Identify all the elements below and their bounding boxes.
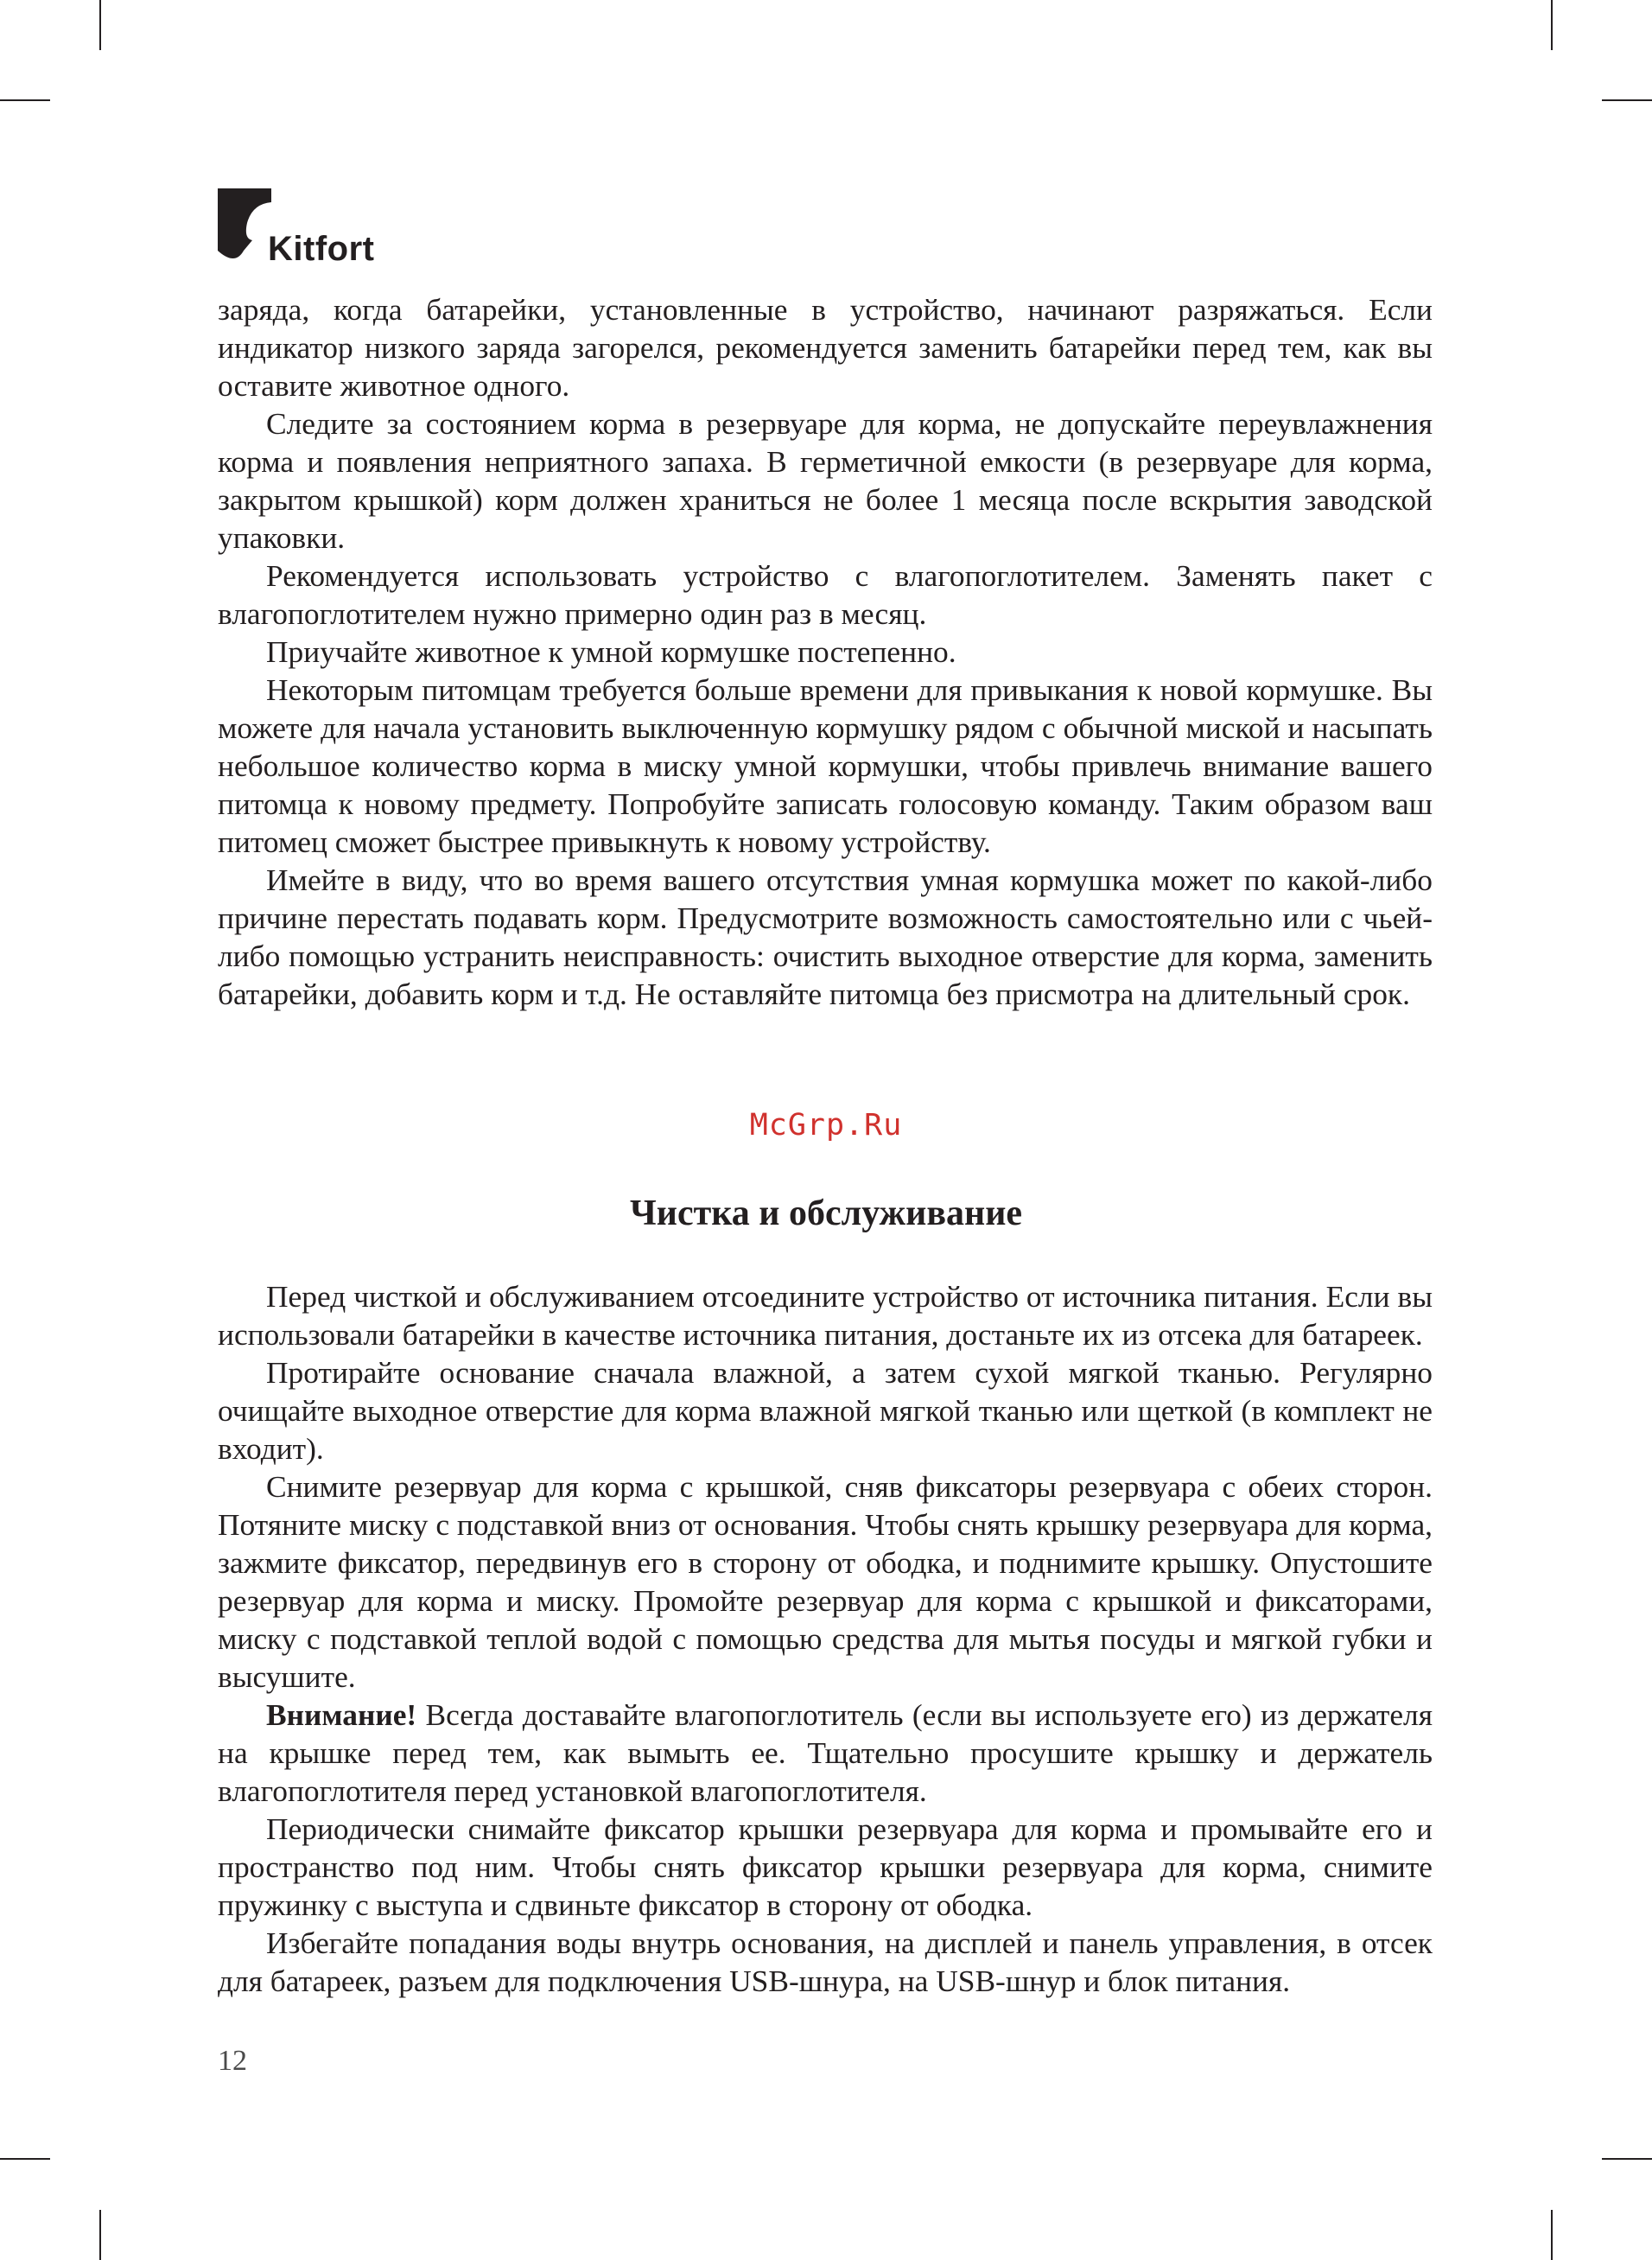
crop-mark <box>0 2158 50 2160</box>
paragraph: Рекомендуется использовать устройство с влагопоглотителем. Заменять пакет с влагопоглотителем нужно примерно один раз в месяц. <box>218 558 1433 631</box>
paragraph: Имейте в виду, что во время вашего отсутствия умная кормушка может по какой-либо причине перестать подавать корм. Предусмотрите возможность самостоятельно или с чьей-либо помощью устранить неисправность: очистить выходное отверстие для корма, заменить батарейки, добавить корм и т.д. Не оставляйте питомца без присмотра на длительный срок. <box>218 863 1433 1011</box>
paragraph: Протирайте основание сначала влажной, а затем сухой мягкой тканью. Регулярно очищайте выходное отверстие для корма влажной мягкой тканью или щеткой (в комплект не входит). <box>218 1355 1433 1466</box>
section-title: Чистка и обслуживание <box>629 1194 1023 1233</box>
brand-name: Kitfort <box>268 230 375 268</box>
kitfort-logo-icon <box>218 188 271 268</box>
crop-mark <box>0 99 50 101</box>
paragraph: заряда, когда батарейки, установленные в устройство, начинают разряжаться. Если индикатор низкого заряда загорелся, рекомендуется заменить батарейки перед тем, как вы оставите животное одного. <box>218 292 1433 403</box>
warning-text: Всегда доставайте влагопоглотитель (если вы используете его) из держателя на крышке перед тем, как вымыть ее. Тщательно просушите крышку и держатель влагопоглотителя перед установкой влагопоглотителя. <box>218 1697 1433 1808</box>
crop-mark <box>99 2210 101 2260</box>
paragraph: Следите за состоянием корма в резервуаре для корма, не допускайте переувлажнения корма и появления неприятного запаха. В герметичной емкости (в резервуаре для корма, закрытом крышкой) корм должен храниться не более 1 месяца после вскрытия заводской упаковки. <box>218 406 1433 555</box>
crop-mark <box>1602 2158 1652 2160</box>
warning-paragraph <box>218 1696 1433 1810</box>
page-number: 12 <box>218 2045 247 2077</box>
paragraph: Приучайте животное к умной кормушке постепенно. <box>266 634 956 669</box>
paragraph: Снимите резервуар для корма с крышкой, сняв фиксаторы резервуара с обеих сторон. Потяните миску с подставкой вниз от основания. Чтобы снять крышку резервуара для корма, зажмите фиксатор, передвинув его в сторону от ободка, и поднимите крышку. Опустошите резервуар для корма и миску. Промойте резервуар для корма с крышкой и фиксаторами, миску с подставкой теплой водой с помощью средства для мытья посуды и мягкой губки и высушите. <box>218 1469 1433 1694</box>
crop-mark <box>1551 0 1553 50</box>
warning-label: Внимание! <box>266 1697 417 1732</box>
cleaning-text-block <box>218 1277 1433 2000</box>
paragraph: Периодически снимайте фиксатор крышки резервуара для корма и промывайте его и пространство под ним. Чтобы снять фиксатор крышки резервуара для корма, снимите пружинку с выступа и сдвиньте фиксатор в сторону от ободка. <box>218 1811 1433 1922</box>
paragraph: Перед чисткой и обслуживанием отсоедините устройство от источника питания. Если вы использовали батарейки в качестве источника питания, достаньте их из отсека для батареек. <box>218 1279 1433 1352</box>
crop-mark <box>1551 2210 1553 2260</box>
brand-logo <box>218 188 391 275</box>
intro-text-block <box>218 290 1433 1013</box>
crop-mark <box>99 0 101 50</box>
paragraph: Некоторым питомцам требуется больше времени для привыкания к новой кормушке. Вы можете для начала установить выключенную кормушку рядом с обычной миской и насыпать небольшое количество корма в миску умной кормушки, чтобы привлечь внимание вашего питомца к новому предмету. Попробуйте записать голосовую команду. Таким образом ваш питомец сможет быстрее привыкнуть к новому устройству. <box>218 672 1433 859</box>
watermark: McGrp.Ru <box>749 1108 903 1143</box>
paragraph: Избегайте попадания воды внутрь основания, на дисплей и панель управления, в отсек для батареек, разъем для подключения USB-шнура, на USB-шнур и блок питания. <box>218 1926 1433 1998</box>
crop-mark <box>1602 99 1652 101</box>
